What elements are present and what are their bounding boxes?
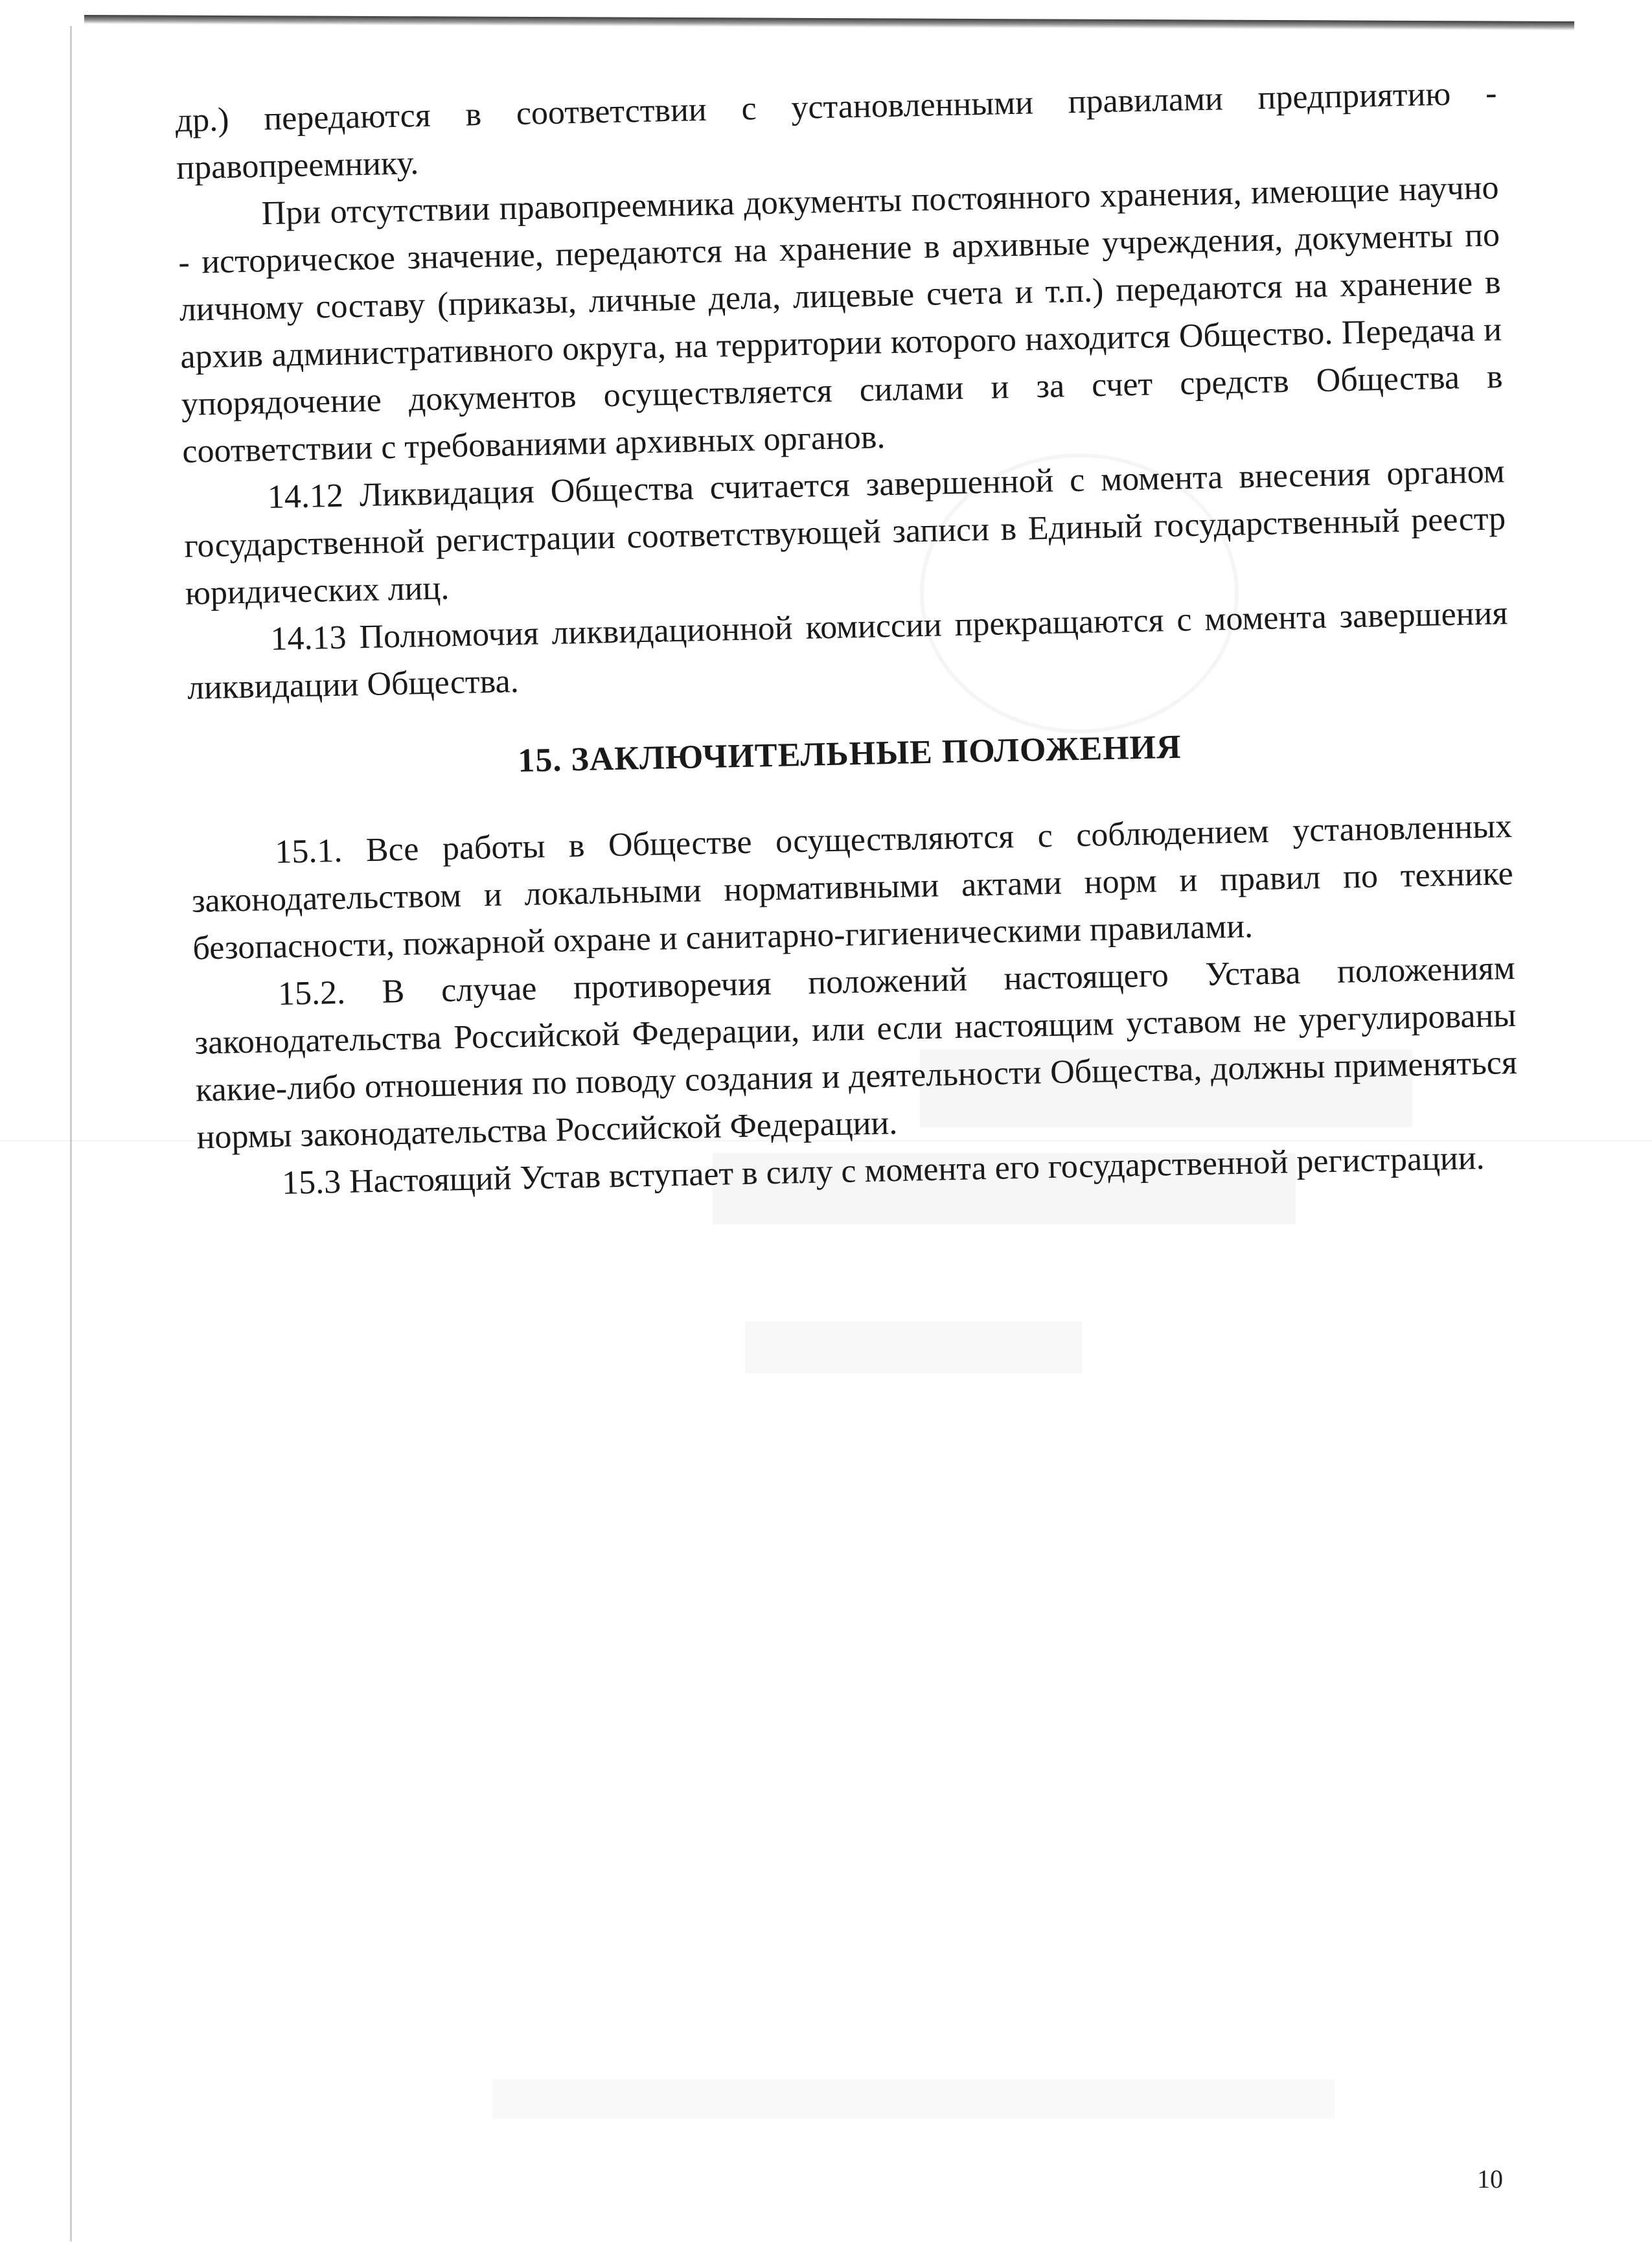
scan-edge-shadow [84,15,1574,30]
paragraph-15-1: 15.1. Все работы в Обществе осуществляются с соблюдением установленных законодательством и локальными нормативными актами норм и правил по технике безопасности, пожарной охране и санитарно-гигиеническими правилами. [191,808,1514,967]
paragraph-archive-transfer: При отсутствии правопреемника документы постоянного хранения, имеющие научно - историческое значение, передаются на хранение в архивные учреждения, документы по личному составу (приказы, личные дела, лицевые счета и т.п.) передаются на хранение в архив административного округа, на территории которого находится Общество. Передача и упорядочение документов осуществляется силами и за счет средств Общества в соответствии с требованиями архивных органов. [178,169,1504,470]
paragraph-continuation: др.) передаются в соответствии с установленными правилами предприятию - правопреемнику. [175,74,1497,187]
show-through-block-3 [745,1322,1082,1373]
scan-edge-left [70,26,72,2241]
paragraph-14-12: 14.12 Ликвидация Общества считается завершенной с момента внесения органом государственной регистрации соответствующей записи в Единый государственный реестр юридических лиц. [183,453,1506,612]
document-page [175,69,1519,1208]
paragraph-14-13: 14.13 Полномочия ликвидационной комиссии прекращаются с момента завершения ликвидации Общества. [187,595,1508,707]
show-through-block-4 [492,2079,1335,2118]
paragraph-15-3: 15.3 Настоящий Устав вступает в силу с момента его государственной регистрации. [281,1140,1486,1202]
paragraph-15-2: 15.2. В случае противоречия положений настоящего Устава положениям законодательства Российской Федерации, или если настоящим уставом не урегулированы какие-либо отношения по поводу создания и деятельности Общества, должны применяться нормы законодательства Российской Федерации. [194,949,1518,1156]
section-heading: 15. ЗАКЛЮЧИТЕЛЬНЫЕ ПОЛОЖЕНИЯ [517,728,1182,780]
page-number: 10 [1477,2164,1503,2194]
